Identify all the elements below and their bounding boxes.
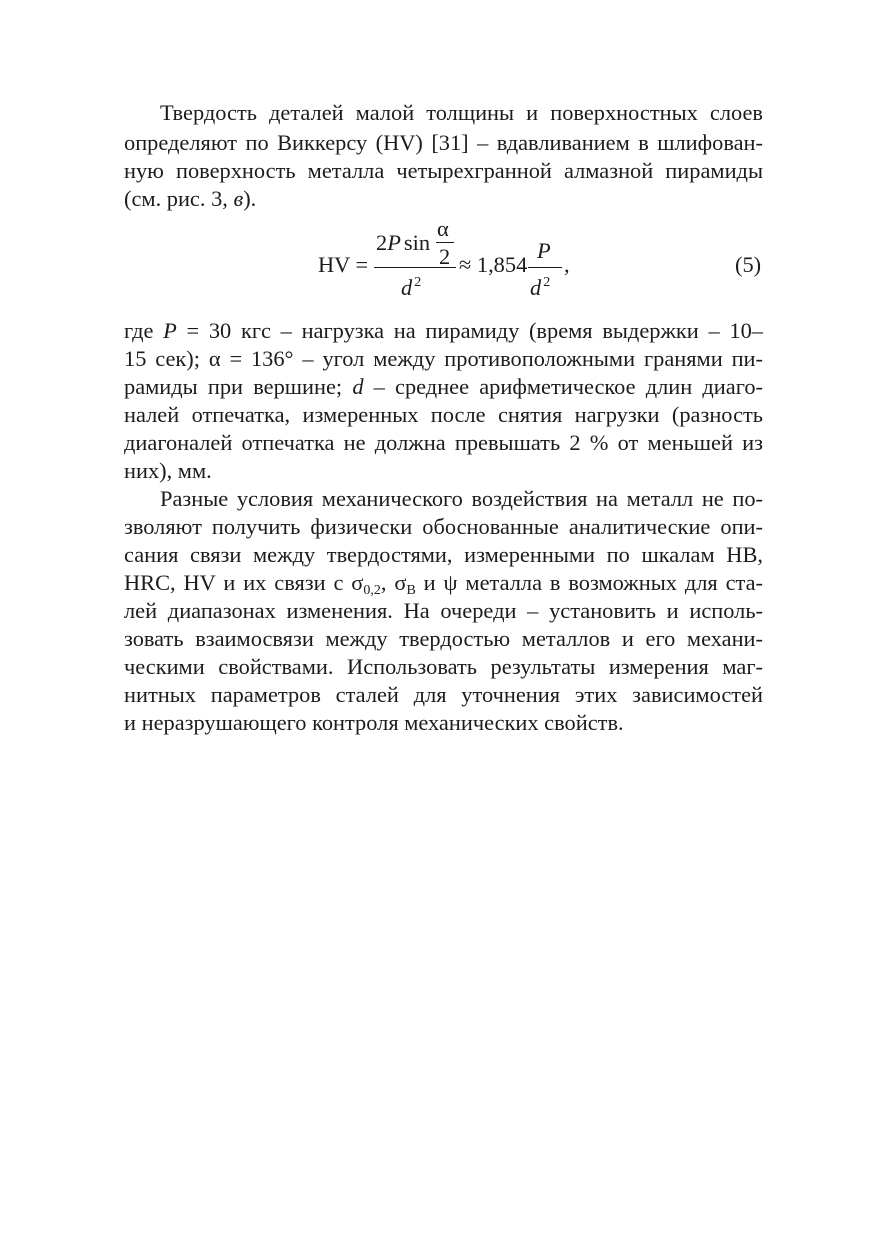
formula-coefficient: 2 bbox=[376, 230, 388, 255]
formula-second-diagonal-var: d bbox=[530, 275, 542, 300]
formula-inner-denominator: 2 bbox=[439, 244, 451, 269]
paragraph-1-line-3: ную поверхность металла четырехгранной алмазной пирамиды bbox=[124, 158, 763, 183]
paragraph-3-line-4 bbox=[124, 568, 763, 598]
paragraph-2-line-3-start: рамиды при вершине; bbox=[124, 374, 353, 399]
paragraph-3-line-6: зовать взаимосвязи между твердостью металлов и его механи- bbox=[124, 626, 763, 651]
paragraph-2-line-3 bbox=[124, 372, 763, 402]
paragraph-1-line-1: Твердость деталей малой толщины и поверхностных слоев bbox=[160, 100, 763, 125]
sigma-subscript-yield: 0,2 bbox=[363, 583, 381, 598]
figure-reference-close: ). bbox=[243, 186, 257, 211]
paragraph-2-line-2: 15 сек); α = 136° – угол между противоположными гранями пи- bbox=[124, 346, 763, 371]
formula-number: (5) bbox=[735, 252, 762, 277]
formula-second-denominator bbox=[530, 275, 550, 305]
paragraph-3-line-4-b: , σ bbox=[380, 570, 407, 595]
formula-load-var: P bbox=[387, 230, 401, 255]
formula-diagonal-var: d bbox=[401, 275, 413, 300]
vickers-formula bbox=[0, 212, 875, 308]
formula-second-exponent: 2 bbox=[543, 275, 551, 290]
diagonal-variable: d bbox=[352, 374, 364, 399]
paragraph-1-line-4 bbox=[124, 184, 763, 214]
load-variable: P bbox=[163, 318, 177, 343]
figure-reference: в bbox=[233, 186, 244, 211]
formula-comma: , bbox=[564, 252, 570, 277]
formula-denominator bbox=[401, 275, 421, 305]
formula-main-fraction-bar bbox=[374, 267, 456, 268]
paragraph-2-line-1-start: где bbox=[124, 318, 164, 343]
paragraph-3-line-7: ческими свойствами. Использовать результаты измерения маг- bbox=[124, 654, 763, 679]
formula-second-numerator: P bbox=[537, 238, 551, 263]
formula-numerator bbox=[376, 230, 430, 256]
sigma-subscript-ultimate: В bbox=[406, 583, 416, 598]
formula-second-fraction-bar bbox=[528, 267, 562, 268]
formula-lhs: HV = bbox=[318, 252, 369, 277]
paragraph-3-line-5: лей диапазонах изменения. На очереди – установить и исполь- bbox=[124, 598, 763, 623]
paragraph-3-line-9: и неразрушающего контроля механических свойств. bbox=[124, 710, 624, 735]
formula-approx: ≈ 1,854 bbox=[459, 252, 528, 277]
formula-alpha: α bbox=[437, 216, 449, 241]
paragraph-1-line-4-text: (см. рис. 3, bbox=[124, 186, 234, 211]
formula-inner-fraction-bar bbox=[436, 242, 454, 243]
paragraph-2-line-4: налей отпечатка, измеренных после снятия нагрузки (разность bbox=[124, 402, 763, 427]
paragraph-3-line-8: нитных параметров сталей для уточнения этих зависимостей bbox=[124, 682, 763, 707]
paragraph-2-line-6: них), мм. bbox=[124, 458, 212, 483]
paragraph-3-line-2: зволяют получить физически обоснованные аналитические опи- bbox=[124, 514, 763, 539]
formula-exponent: 2 bbox=[414, 275, 422, 290]
paragraph-3-line-1: Разные условия механического воздействия на металл не по- bbox=[160, 486, 763, 511]
formula-sin: sin bbox=[403, 230, 431, 255]
paragraph-2-line-5: диагоналей отпечатка не должна превышать 2 % от меньшей из bbox=[124, 430, 763, 455]
paragraph-2-line-1-end: = 30 кгс – нагрузка на пирамиду (время выдержки – 10– bbox=[176, 318, 763, 343]
paragraph-3-line-4-c: и ψ металла в возможных для ста- bbox=[415, 570, 764, 595]
paragraph-3-line-4-a: HRC, HV и их связи с σ bbox=[124, 570, 364, 595]
paragraph-2-line-1 bbox=[124, 316, 763, 346]
paragraph-2-line-3-end: – среднее арифметическое длин диаго- bbox=[363, 374, 763, 399]
paragraph-1-line-2: определяют по Виккерсу (HV) [31] – вдавливанием в шлифован- bbox=[124, 130, 763, 155]
paragraph-3-line-3: сания связи между твердостями, измеренными по шкалам HB, bbox=[124, 542, 763, 567]
